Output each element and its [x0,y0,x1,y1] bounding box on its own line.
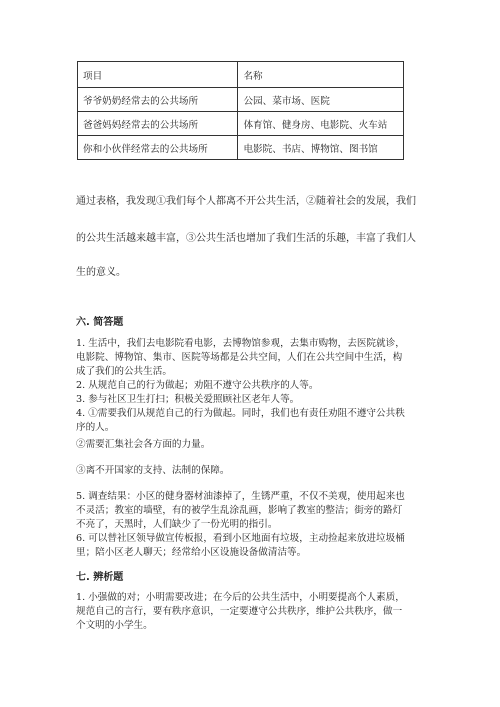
answer-line: 不亮了，天黑时，人们缺少了一份光明的指引。 [76,519,278,530]
answer-line: 里；陪小区老人聊天；经常给小区设施设备做清洁等。 [76,547,307,558]
section-6-title: 六. 简答题 [76,317,124,328]
public-places-table [77,61,404,160]
table-cell: 爷爷奶奶经常去的公共场所 [78,88,238,112]
table-row [78,88,404,112]
answer-line: 1. 小强做的对；小明需要改进；在今后的公共生活中，小明要提高个人素质， [76,592,405,603]
table-header-cell: 项目 [78,62,238,88]
answer-line: 5. 调查结果：小区的健身器材油漆掉了，生锈严重，不仅不美观，使用起来也 [76,491,405,502]
answer-line: 成了我们的公共生活。 [76,366,172,377]
answer-line: ②需要汇集社会各方面的力量。 [76,439,211,450]
answer-line: 规范自己的言行，要有秩序意识，一定要遵守公共秩序，维护公共秩序，做一 [76,606,403,617]
section-7-title: 七. 辨析题 [76,572,124,583]
table-cell: 爸爸妈妈经常去的公共场所 [78,112,238,136]
answer-line: 2. 从规范自己的行为做起；劝阻不遵守公共秩序的人等。 [76,380,319,391]
table-row [78,136,404,160]
answer-line: 1. 生活中，我们去电影院看电影，去博物馆参观，去集市购物，去医院就诊， [76,338,405,349]
table-header-cell: 名称 [238,62,404,88]
summary-line: 通过表格，我发现①我们每个人都离不开公共生活，②随着社会的发展，我们 [76,196,416,207]
answer-line: 个文明的小学生。 [76,620,153,631]
answer-block [76,337,428,435]
table-header-row [78,62,404,88]
answer-line: 电影院、博物馆、集市、医院等场都是公共空间，人们在公共空间中生活，构 [76,352,403,363]
table-cell: 你和小伙伴经常去的公共场所 [78,136,238,160]
summary-line: 生的意义。 [76,267,126,278]
answer-line: 序的人。 [76,422,115,433]
answer-line: 3. 参与社区卫生打扫；积极关爱照顾社区老年人等。 [76,394,300,405]
answer-block [76,490,428,560]
answer-block [76,591,428,633]
table-row [78,112,404,136]
table-cell: 电影院、书店、博物馆、图书馆 [238,136,404,160]
answer-line: 不灵活；教室的墙壁，有的被学生乱涂乱画，影响了教室的整洁；街旁的路灯 [76,505,403,516]
summary-line: 的公共生活越来越丰富，③公共生活也增加了我们生活的乐趣，丰富了我们人 [76,233,416,244]
answer-line: 6. 可以替社区领导做宣传板报，看到小区地面有垃圾，主动捡起来放进垃圾桶 [76,533,405,544]
answer-line: 4. ①需要我们从规范自己的行为做起。同时，我们也有责任劝阻不遵守公共秩 [76,408,405,419]
answer-line: ③离不开国家的支持、法制的保障。 [76,465,230,476]
table-cell: 体育馆、健身房、电影院、火车站 [238,112,404,136]
table-cell: 公园、菜市场、医院 [238,88,404,112]
